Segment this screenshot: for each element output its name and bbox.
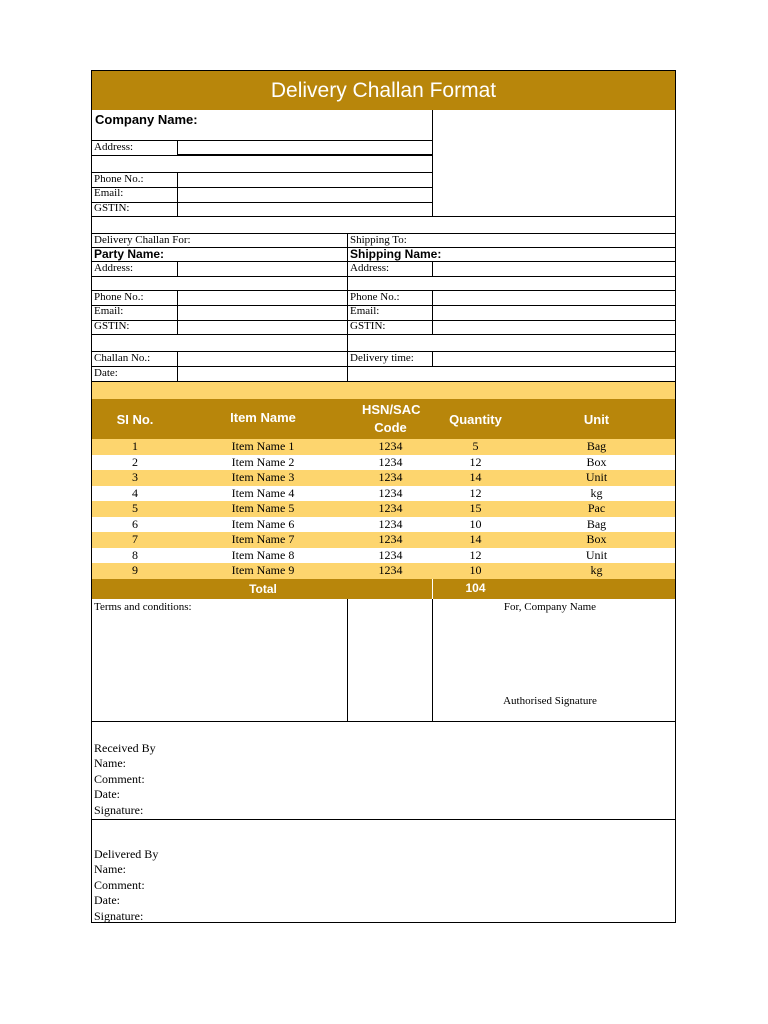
table-row <box>92 517 675 533</box>
challan-no-label: Challan No.: <box>94 352 151 364</box>
header-item-name: Item Name <box>230 410 296 425</box>
cell-quantity: 15 <box>469 501 482 516</box>
party-address-label: Address: <box>94 262 134 274</box>
cell-quantity: 10 <box>469 516 482 531</box>
cell-si-no: 2 <box>132 454 138 469</box>
company-phone-field[interactable] <box>177 172 433 187</box>
cell-item-name: Item Name 1 <box>231 439 295 453</box>
cell-item-name: Item Name 9 <box>231 563 295 578</box>
delivery-time-field[interactable] <box>432 351 675 366</box>
table-row <box>92 439 675 455</box>
received-by-heading: Received By <box>94 741 156 755</box>
delivered-comment-label: Comment: <box>94 878 145 892</box>
cell-quantity: 12 <box>469 547 482 562</box>
company-gstin-field[interactable] <box>177 202 433 216</box>
company-gstin-label: GSTIN: <box>94 202 130 214</box>
shipping-to-label: Shipping To: <box>350 234 407 246</box>
cell-hsn-code: 1234 <box>378 470 403 485</box>
party-phone-label: Phone No.: <box>94 291 144 303</box>
item-table-body <box>92 439 675 579</box>
cell-item-name: Item Name 3 <box>231 470 295 485</box>
cell-si-no: 5 <box>132 501 138 516</box>
cell-unit: Unit <box>585 470 608 485</box>
cell-unit: Bag <box>586 439 607 453</box>
cell-item-name: Item Name 4 <box>231 485 295 500</box>
header-hsn-sac-code: HSN/SAC Code <box>362 402 421 435</box>
company-phone-label: Phone No.: <box>94 173 144 185</box>
cell-unit: Bag <box>586 516 607 531</box>
cell-quantity: 14 <box>469 470 482 485</box>
header-si-no: SI No. <box>116 412 154 427</box>
cell-hsn-code: 1234 <box>378 547 403 562</box>
shipping-gstin-field[interactable] <box>432 320 675 334</box>
delivered-name-label: Name: <box>94 862 126 876</box>
shipping-email-label: Email: <box>350 305 380 317</box>
delivered-signature-label: Signature: <box>94 909 144 923</box>
delivery-time-label: Delivery time: <box>350 352 414 364</box>
for-company-name: For, Company Name <box>503 601 597 613</box>
cell-unit: kg <box>590 563 603 578</box>
cell-si-no: 4 <box>132 485 138 500</box>
shipping-phone-field[interactable] <box>432 290 675 305</box>
received-comment-label: Comment: <box>94 772 145 786</box>
table-row <box>92 486 675 502</box>
total-quantity: 104 <box>465 581 486 595</box>
shipping-email-field[interactable] <box>432 305 675 320</box>
cell-quantity: 12 <box>469 485 482 500</box>
page-title: Delivery Challan Format <box>270 79 497 102</box>
party-address-field[interactable] <box>177 261 348 276</box>
date-field[interactable] <box>177 366 348 381</box>
party-email-label: Email: <box>94 305 124 317</box>
cell-quantity: 14 <box>469 532 482 547</box>
spacer-band <box>92 382 675 399</box>
cell-quantity: 10 <box>469 563 482 578</box>
shipping-name-label: Shipping Name: <box>350 247 442 261</box>
cell-item-name: Item Name 5 <box>231 501 295 516</box>
cell-item-name: Item Name 8 <box>231 547 295 562</box>
cell-hsn-code: 1234 <box>378 454 403 469</box>
received-signature-label: Signature: <box>94 803 144 817</box>
header-unit: Unit <box>583 412 610 427</box>
shipping-gstin-label: GSTIN: <box>350 320 386 332</box>
table-row <box>92 548 675 564</box>
cell-hsn-code: 1234 <box>378 439 403 453</box>
cell-unit: Box <box>586 532 607 547</box>
party-name-label: Party Name: <box>94 247 165 261</box>
terms-conditions-label: Terms and conditions: <box>94 601 192 613</box>
cell-unit: Box <box>586 454 607 469</box>
total-label: Total <box>249 582 277 596</box>
cell-quantity: 5 <box>472 439 479 453</box>
delivered-date-label: Date: <box>94 893 120 907</box>
cell-quantity: 12 <box>469 454 482 469</box>
cell-item-name: Item Name 7 <box>231 532 295 547</box>
cell-item-name: Item Name 2 <box>231 454 295 469</box>
cell-si-no: 1 <box>132 439 138 453</box>
cell-hsn-code: 1234 <box>378 485 403 500</box>
cell-hsn-code: 1234 <box>378 563 403 578</box>
table-row <box>92 532 675 548</box>
delivery-challan-document <box>91 70 676 923</box>
cell-item-name: Item Name 6 <box>231 516 295 531</box>
cell-unit: Pac <box>587 501 606 516</box>
cell-hsn-code: 1234 <box>378 501 403 516</box>
cell-si-no: 3 <box>132 470 138 485</box>
date-label: Date: <box>94 367 118 379</box>
company-address-label: Address: <box>94 141 134 153</box>
table-row <box>92 455 675 471</box>
delivered-by-heading: Delivered By <box>94 847 159 861</box>
delivery-challan-for-label: Delivery Challan For: <box>94 234 191 246</box>
cell-si-no: 7 <box>132 532 138 547</box>
received-date-label: Date: <box>94 787 120 801</box>
cell-unit: kg <box>590 485 603 500</box>
company-address-field[interactable] <box>177 140 433 155</box>
company-email-label: Email: <box>94 187 124 199</box>
table-row <box>92 501 675 517</box>
challan-no-field[interactable] <box>177 351 348 366</box>
cell-si-no: 6 <box>132 516 138 531</box>
party-email-field[interactable] <box>177 305 348 320</box>
table-row <box>92 563 675 579</box>
party-gstin-field[interactable] <box>177 320 348 334</box>
cell-hsn-code: 1234 <box>378 516 403 531</box>
shipping-address-field[interactable] <box>432 261 675 276</box>
cell-si-no: 9 <box>132 563 138 578</box>
company-email-field[interactable] <box>177 187 433 202</box>
shipping-phone-label: Phone No.: <box>350 291 400 303</box>
cell-unit: Unit <box>585 547 608 562</box>
shipping-address-label: Address: <box>350 262 390 274</box>
authorised-signature: Authorised Signature <box>503 695 597 707</box>
cell-hsn-code: 1234 <box>378 532 403 547</box>
party-gstin-label: GSTIN: <box>94 320 130 332</box>
party-phone-field[interactable] <box>177 290 348 305</box>
header-quantity: Quantity <box>449 412 502 427</box>
table-row <box>92 470 675 486</box>
company-name-label: Company Name: <box>95 112 198 127</box>
received-name-label: Name: <box>94 756 126 770</box>
cell-si-no: 8 <box>132 547 138 562</box>
